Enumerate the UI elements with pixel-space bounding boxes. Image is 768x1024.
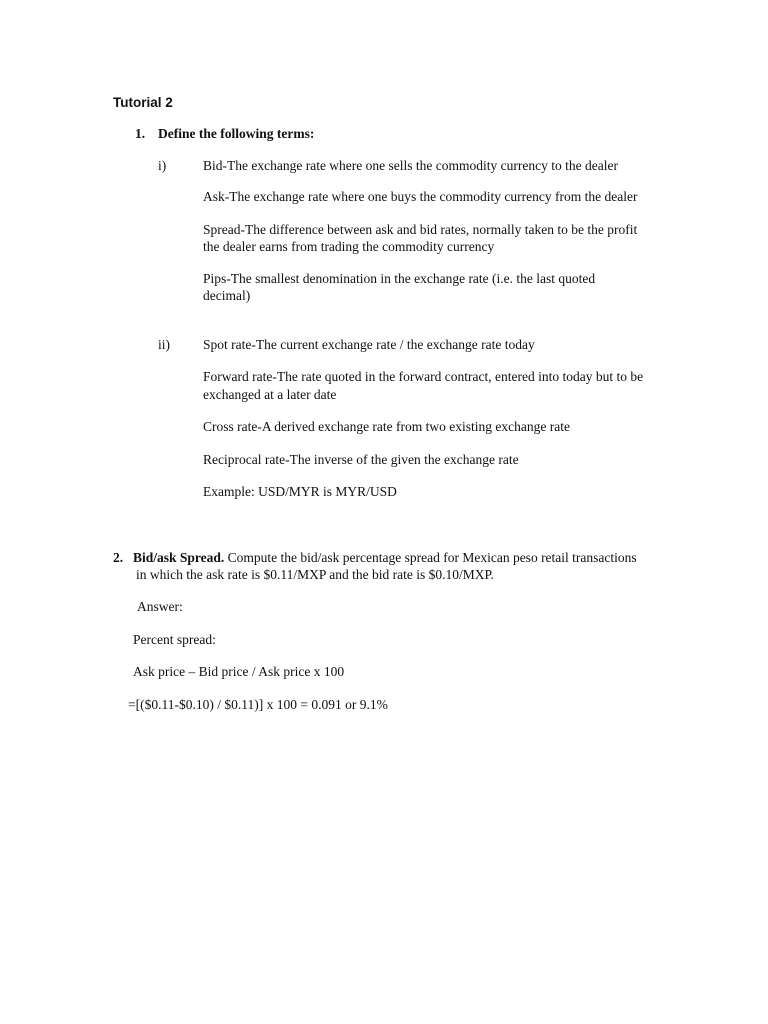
definition-cross-rate: Cross rate-A derived exchange rate from two existing exchange rate — [203, 419, 570, 434]
definition-bid: Bid-The exchange rate where one sells the commodity currency to the dealer — [203, 158, 618, 173]
definition-reciprocal-rate: Reciprocal rate-The inverse of the given the exchange rate — [203, 452, 519, 467]
question-1-number: 1. — [135, 126, 146, 141]
definition-forward-rate-line-1: Forward rate-The rate quoted in the forward contract, entered into today but to be — [203, 369, 644, 384]
spread-calculation: =[($0.11-$0.10) / $0.11)] x 100 = 0.091 or 9.1% — [128, 697, 388, 712]
part-ii-label: ii) — [158, 337, 170, 352]
page-title: Tutorial 2 — [113, 95, 173, 110]
definition-spot-rate: Spot rate-The current exchange rate / the exchange rate today — [203, 337, 535, 352]
definition-forward-rate-line-2: exchanged at a later date — [203, 387, 337, 402]
definition-spread-line-1: Spread-The difference between ask and bid rates, normally taken to be the profit — [203, 222, 638, 237]
question-2-line-1 — [133, 549, 637, 566]
example-text: Example: USD/MYR is MYR/USD — [203, 484, 397, 499]
question-2-text-1: Compute the bid/ask percentage spread for Mexican peso retail transactions — [224, 550, 637, 565]
question-2-number: 2. — [113, 550, 124, 565]
spread-formula: Ask price – Bid price / Ask price x 100 — [133, 664, 345, 679]
answer-label: Answer: — [137, 599, 183, 614]
percent-spread-label: Percent spread: — [133, 632, 216, 647]
definition-pips-line-1: Pips-The smallest denomination in the exchange rate (i.e. the last quoted — [203, 271, 596, 286]
question-1-heading: Define the following terms: — [158, 126, 315, 141]
definition-spread-line-2: the dealer earns from trading the commodity currency — [203, 239, 495, 254]
definition-ask: Ask-The exchange rate where one buys the commodity currency from the dealer — [203, 189, 638, 204]
question-2-heading: Bid/ask Spread. — [133, 550, 225, 565]
part-i-label: i) — [158, 158, 167, 173]
definition-pips-line-2: decimal) — [203, 288, 251, 303]
question-2-text-2: in which the ask rate is $0.11/MXP and the bid rate is $0.10/MXP. — [136, 567, 494, 582]
